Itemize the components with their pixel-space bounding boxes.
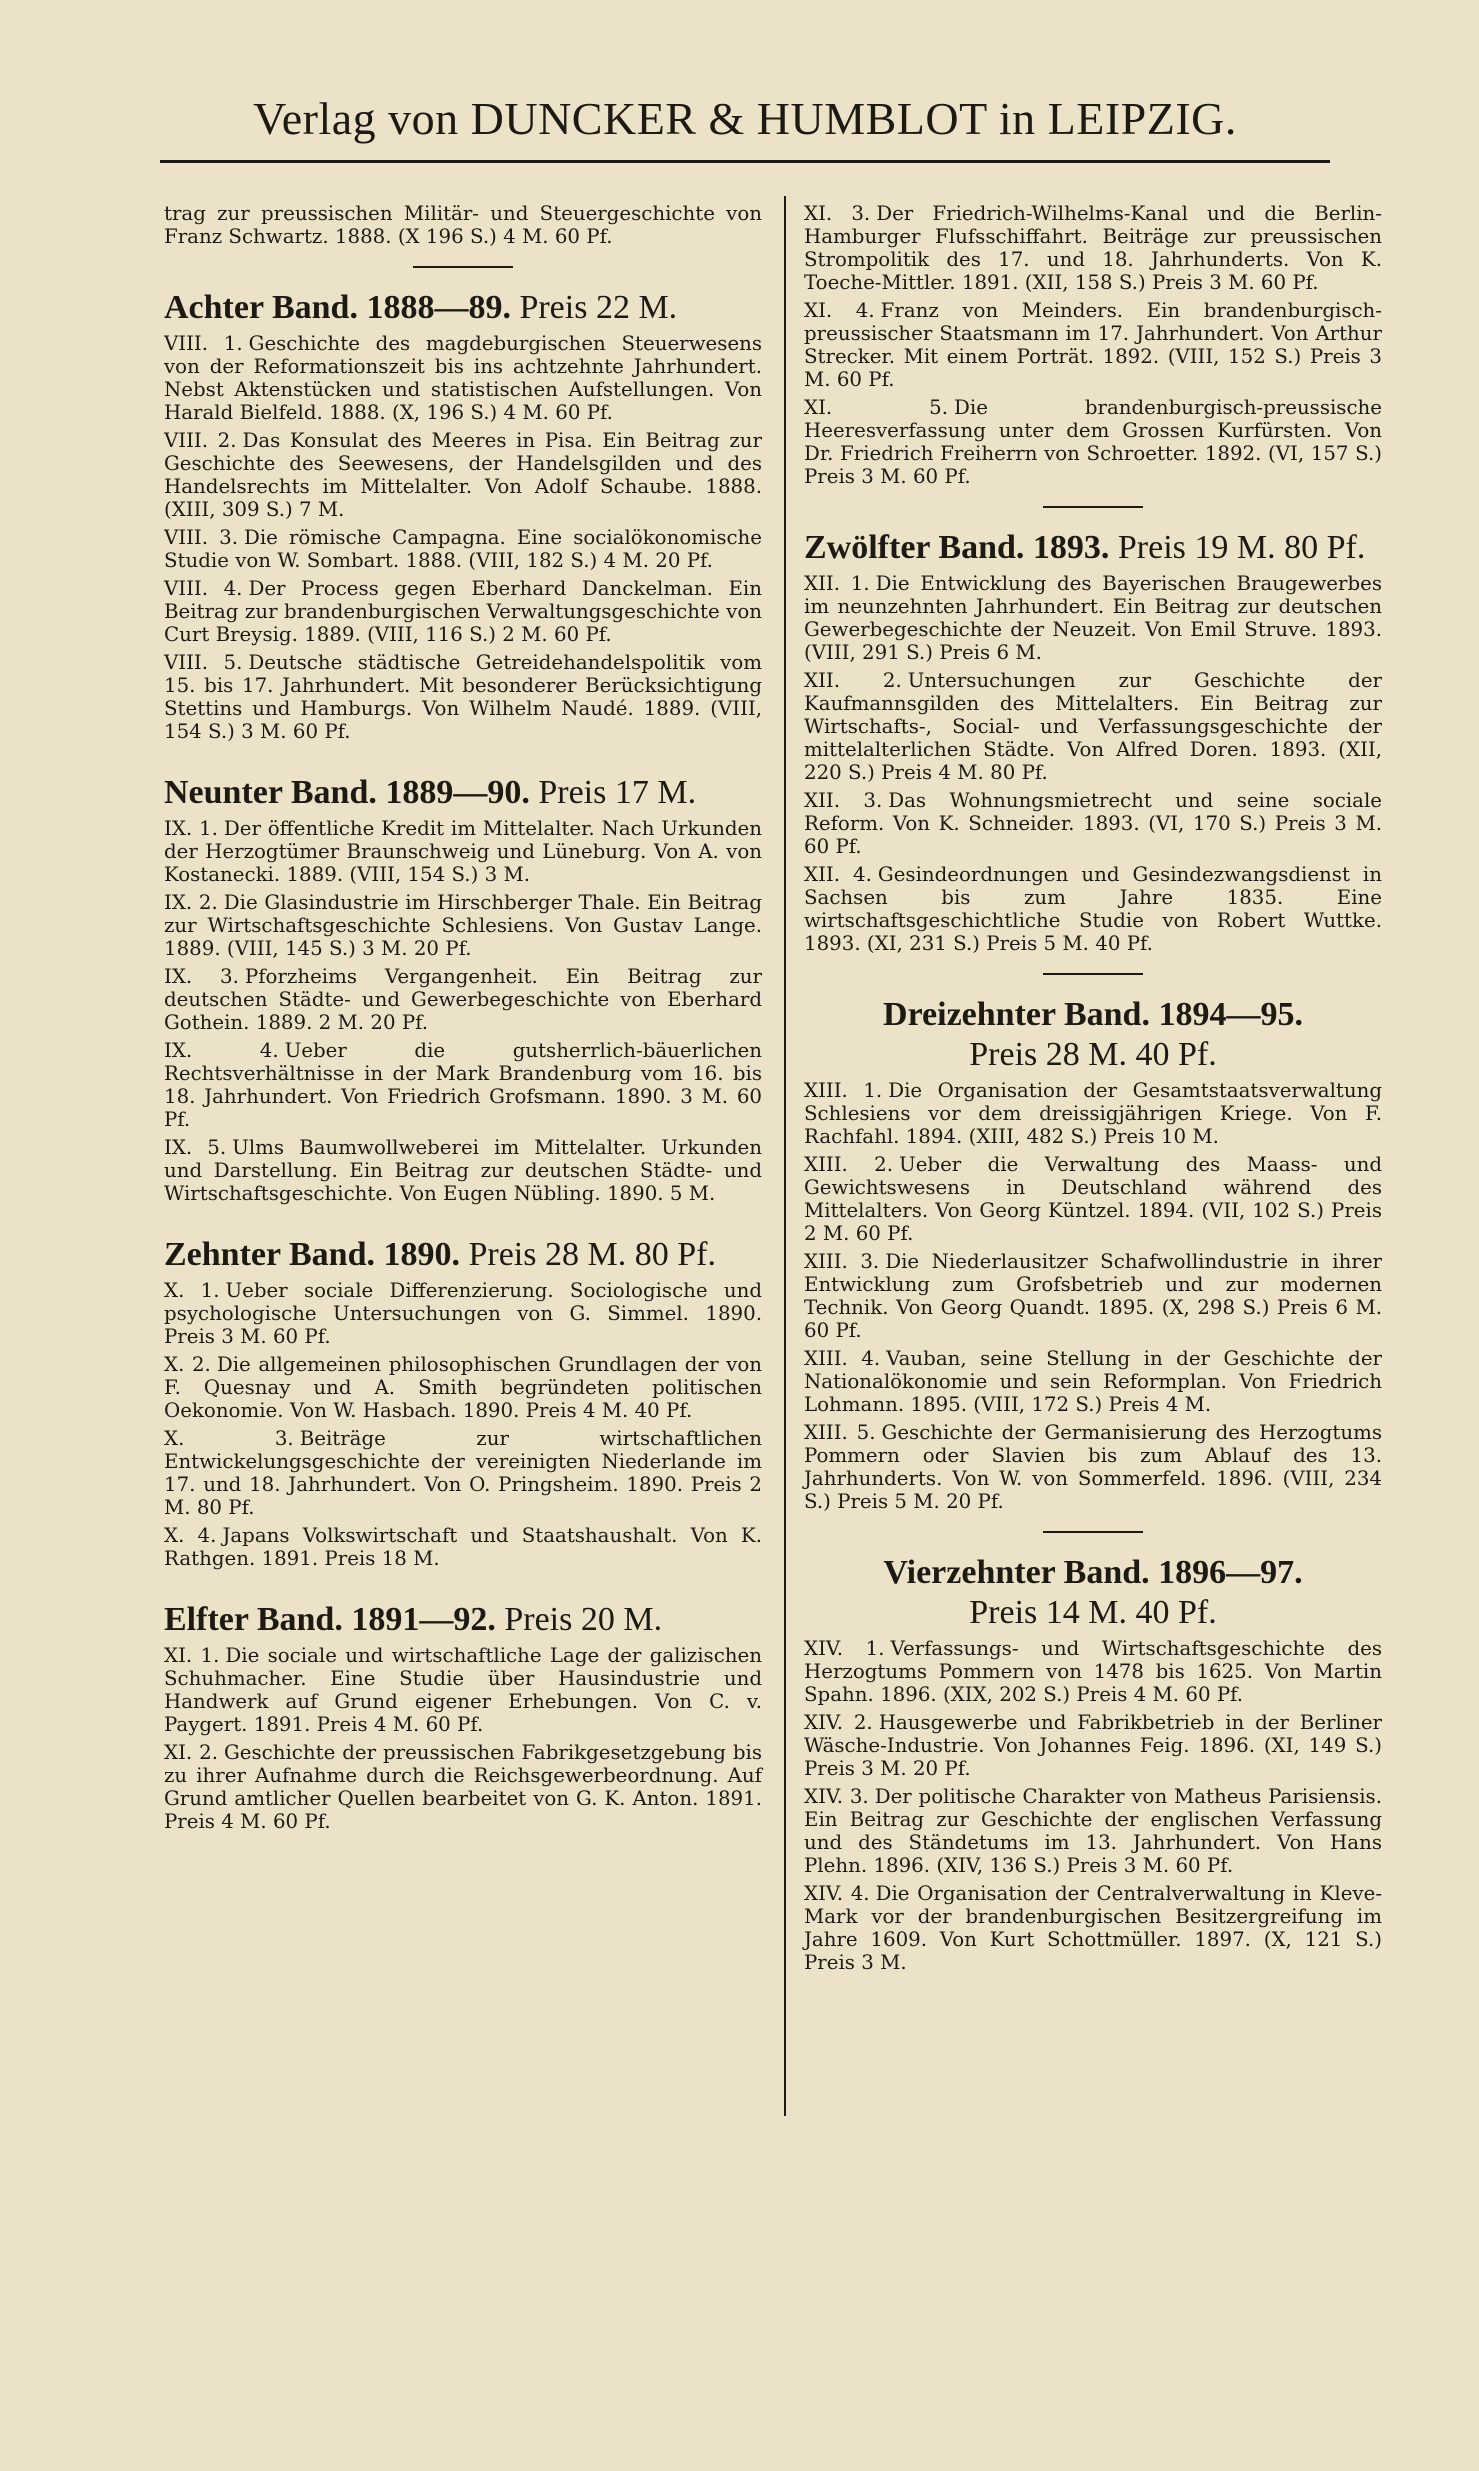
entry-number: XI. 3. bbox=[804, 202, 871, 225]
catalog-entry bbox=[804, 1785, 1382, 1877]
catalog-entry bbox=[164, 1136, 762, 1205]
entry-text: Das Wohnungsmietrecht und seine sociale Reform. Von K. Schneider. 1893. (VI, 170 S.) Preis 3 M. 60 Pf. bbox=[804, 789, 1382, 858]
entry-text: Der öffentliche Kredit im Mittelalter. Nach Urkunden der Herzogtümer Braunschweig und Lüneburg. Von A. von Kostanecki. 1889. (VIII, 154 S.) 3 M. bbox=[164, 817, 762, 886]
band-heading bbox=[804, 1553, 1382, 1633]
entry-text: Deutsche städtische Getreidehandelspolitik vom 15. bis 17. Jahrhundert. Mit besonderer Berücksichtigung Stettins und Hamburgs. Von Wilhelm Naudé. 1889. (VIII, 154 S.) 3 M. 60 Pf. bbox=[164, 651, 762, 743]
catalog-entry bbox=[804, 299, 1382, 391]
column-divider bbox=[784, 196, 786, 2116]
catalog-entry bbox=[804, 1882, 1382, 1974]
entry-text: Der Process gegen Eberhard Danckelman. Ein Beitrag zur brandenburgischen Verwaltungsgeschichte von Curt Breysig. 1889. (VIII, 116 S.) 2 M. 60 Pf. bbox=[164, 577, 762, 646]
entry-number: XI. 1. bbox=[164, 1644, 220, 1667]
entry-number: IX. 4. bbox=[164, 1039, 279, 1062]
catalog-entry bbox=[804, 1637, 1382, 1706]
entry-text: Die Organisation der Gesamtstaatsverwaltung Schlesiens vor dem dreissigjährigen Kriege. Von F. Rachfahl. 1894. (XIII, 482 S.) Preis 10 M. bbox=[804, 1079, 1382, 1148]
catalog-entry bbox=[804, 669, 1382, 784]
entry-text: Franz von Meinders. Ein brandenburgisch-preussischer Staatsmann im 17. Jahrhundert. Von Arthur Strecker. Mit einem Porträt. 1892. (VIII, 152 S.) Preis 3 M. 60 Pf. bbox=[804, 299, 1382, 391]
band-years: 1894—95. bbox=[1158, 996, 1303, 1033]
entry-number: XI. 5. bbox=[804, 396, 949, 419]
catalog-entry bbox=[164, 202, 762, 248]
catalog-entry bbox=[164, 1353, 762, 1422]
band-price: Preis 20 M. bbox=[504, 1601, 663, 1638]
entry-text: Die Organisation der Centralverwaltung in Kleve-Mark vor der brandenburgischen Besitzergreifung im Jahre 1609. Von Kurt Schottmüller. 1897. (X, 121 S.) Preis 3 M. bbox=[804, 1882, 1382, 1974]
band-price: Preis 14 M. 40 Pf. bbox=[969, 1594, 1217, 1631]
entry-number: XIV. 1. bbox=[804, 1637, 885, 1660]
section-rule bbox=[413, 266, 513, 268]
band-heading bbox=[164, 1235, 762, 1275]
entry-number: XIII. 2. bbox=[804, 1153, 894, 1176]
entry-text: Hausgewerbe und Fabrikbetrieb in der Berliner Wäsche-Industrie. Von Johannes Feig. 1896. (XI, 149 S.) Preis 3 M. 20 Pf. bbox=[804, 1711, 1383, 1780]
catalog-entry bbox=[804, 789, 1382, 858]
band-price: Preis 28 M. 80 Pf. bbox=[468, 1236, 716, 1273]
catalog-entry bbox=[164, 526, 762, 572]
entry-text: Ueber die gutsherrlich-bäuerlichen Rechtsverhältnisse in der Mark Brandenburg vom 16. bis 18. Jahrhundert. Von Friedrich Grofsmann. 1890. 3 M. 60 Pf. bbox=[164, 1039, 762, 1131]
entry-number: XI. 2. bbox=[164, 1741, 218, 1764]
catalog-entry bbox=[804, 1421, 1382, 1513]
band-title: Achter Band. bbox=[164, 289, 358, 326]
band-price: Preis 28 M. 40 Pf. bbox=[969, 1036, 1217, 1073]
entry-text: Gesindeordnungen und Gesindezwangsdienst in Sachsen bis zum Jahre 1835. Eine wirtschaftsgeschichtliche Studie von Robert Wuttke. 1893. (XI, 231 S.) Preis 5 M. 40 Pf. bbox=[804, 863, 1382, 955]
entry-text: Ueber die Verwaltung des Maass- und Gewichtswesens in Deutschland während des Mittelalters. Von Georg Küntzel. 1894. (VII, 102 S.) Preis 2 M. 60 Pf. bbox=[804, 1153, 1382, 1245]
catalog-entry bbox=[164, 1524, 762, 1570]
catalog-entry bbox=[804, 1153, 1382, 1245]
section-rule bbox=[1043, 1531, 1143, 1533]
band-heading bbox=[164, 288, 762, 328]
catalog-entry bbox=[804, 863, 1382, 955]
entry-number: IX. 5. bbox=[164, 1136, 227, 1159]
band-years: 1888—89. bbox=[366, 289, 511, 326]
catalog-entry bbox=[804, 396, 1382, 488]
entry-text: Der politische Charakter von Matheus Parisiensis. Ein Beitrag zur Geschichte der englischen Verfassung und des Ständetums im 13. Jahrhundert. Von Hans Plehn. 1896. (XIV, 136 S.) Preis 3 M. 60 Pf. bbox=[804, 1785, 1382, 1877]
band-years: 1896—97. bbox=[1158, 1554, 1303, 1591]
catalog-entry bbox=[804, 1347, 1382, 1416]
page-header: Verlag von DUNCKER & HUMBLOT in LEIPZIG. bbox=[253, 93, 1237, 144]
catalog-entry bbox=[804, 202, 1382, 294]
band-years: 1891—92. bbox=[351, 1601, 496, 1638]
entry-number: IX. 1. bbox=[164, 817, 218, 840]
entry-text: Der Friedrich-Wilhelms-Kanal und die Berlin-Hamburger Flufsschiffahrt. Beiträge zur preussischen Strompolitik des 17. und 18. Jahrhunderts. Von K. Toeche-Mittler. 1891. (XII, 158 S.) Preis 3 M. 60 Pf. bbox=[804, 202, 1382, 294]
band-heading bbox=[164, 1600, 762, 1640]
band-heading bbox=[804, 528, 1382, 568]
band-heading bbox=[804, 995, 1382, 1075]
section-rule bbox=[1043, 973, 1143, 975]
entry-number: VIII. 1. bbox=[164, 332, 243, 355]
entry-text: Ueber sociale Differenzierung. Sociologische und psychologische Untersuchungen von G. Simmel. 1890. Preis 3 M. 60 Pf. bbox=[164, 1279, 762, 1348]
entry-text: Die Glasindustrie im Hirschberger Thale. Ein Beitrag zur Wirtschaftsgeschichte Schlesiens. Von Gustav Lange. 1889. (VIII, 145 S.) 3 M. 20 Pf. bbox=[164, 891, 762, 960]
catalog-entry bbox=[164, 651, 762, 743]
catalog-entry bbox=[164, 429, 762, 521]
entry-text: Die römische Campagna. Eine socialökonomische Studie von W. Sombart. 1888. (VIII, 182 S.) 4 M. 20 Pf. bbox=[164, 526, 762, 572]
catalog-entry bbox=[804, 572, 1382, 664]
band-title: Zwölfter Band. bbox=[804, 529, 1025, 566]
entry-number: X. 4. bbox=[164, 1524, 217, 1547]
catalog-entry bbox=[164, 1279, 762, 1348]
entry-text: Die allgemeinen philosophischen Grundlagen der von F. Quesnay und A. Smith begründeten politischen Oekonomie. Von W. Hasbach. 1890. Preis 4 M. 40 Pf. bbox=[164, 1353, 762, 1422]
entry-number: VIII. 5. bbox=[164, 651, 243, 674]
entry-number: VIII. 4. bbox=[164, 577, 243, 600]
entry-text: Verfassungs- und Wirtschaftsgeschichte des Herzogtums Pommern von 1478 bis 1625. Von Martin Spahn. 1896. (XIX, 202 S.) Preis 4 M. 60 Pf. bbox=[804, 1637, 1382, 1706]
catalog-entry bbox=[804, 1250, 1382, 1342]
catalog-entry bbox=[164, 965, 762, 1034]
catalog-entry bbox=[164, 891, 762, 960]
band-heading bbox=[164, 773, 762, 813]
catalog-entry bbox=[804, 1711, 1382, 1780]
catalog-entry bbox=[164, 1644, 762, 1736]
entry-number: XIV. 2. bbox=[804, 1711, 873, 1734]
entry-text: Die Entwicklung des Bayerischen Braugewerbes im neunzehnten Jahrhundert. Ein Beitrag zur deutschen Gewerbegeschichte der Neuzeit. Von Emil Struve. 1893. (VIII, 291 S.) Preis 6 M. bbox=[804, 572, 1382, 664]
band-title: Vierzehnter Band. bbox=[883, 1554, 1150, 1591]
entry-text: Vauban, seine Stellung in der Geschichte der Nationalökonomie und sein Reformplan. Von Friedrich Lohmann. 1895. (VIII, 172 S.) Preis 4 M. bbox=[804, 1347, 1383, 1416]
entry-text: Die Niederlausitzer Schafwollindustrie in ihrer Entwicklung zum Grofsbetrieb und zur modernen Technik. Von Georg Quandt. 1895. (X, 298 S.) Preis 6 M. 60 Pf. bbox=[804, 1250, 1382, 1342]
entry-number: XIII. 1. bbox=[804, 1079, 883, 1102]
entry-number: XIII. 5. bbox=[804, 1421, 876, 1444]
entry-number: VIII. 2. bbox=[164, 429, 237, 452]
entry-number: XIII. 4. bbox=[804, 1347, 881, 1370]
catalog-entry bbox=[164, 332, 762, 424]
entry-number: X. 1. bbox=[164, 1279, 220, 1302]
entry-number: XIV. 4. bbox=[804, 1882, 870, 1905]
right-column bbox=[804, 202, 1382, 1979]
entry-text: Geschichte des magdeburgischen Steuerwesens von der Reformationszeit bis ins achtzehnte Jahrhundert. Nebst Aktenstücken und statistischen Aufstellungen. Von Harald Bielfeld. 1888. (X, 196 S.) 4 M. 60 Pf. bbox=[164, 332, 762, 424]
entry-text: Die sociale und wirtschaftliche Lage der galizischen Schuhmacher. Eine Studie über Hausindustrie und Handwerk auf Grund eigener Erhebungen. Von C. v. Paygert. 1891. Preis 4 M. 60 Pf. bbox=[164, 1644, 762, 1736]
band-price: Preis 22 M. bbox=[519, 289, 678, 326]
band-price: Preis 17 M. bbox=[538, 774, 697, 811]
entry-number: XII. 3. bbox=[804, 789, 883, 812]
catalog-entry bbox=[164, 1741, 762, 1833]
entry-number: X. 3. bbox=[164, 1427, 294, 1450]
band-title: Neunter Band. bbox=[164, 774, 377, 811]
catalog-entry bbox=[164, 817, 762, 886]
band-title: Zehnter Band. bbox=[164, 1236, 375, 1273]
section-rule bbox=[1043, 506, 1143, 508]
entry-text: Geschichte der Germanisierung des Herzogtums Pommern oder Slavien bis zum Ablauf des 13. Jahrhunderts. Von W. von Sommerfeld. 1896. (VIII, 234 S.) Preis 5 M. 20 Pf. bbox=[804, 1421, 1382, 1513]
entry-number: IX. 2. bbox=[164, 891, 218, 914]
entry-number: XII. 1. bbox=[804, 572, 870, 595]
entry-number: XIV. 3. bbox=[804, 1785, 869, 1808]
entry-number: IX. 3. bbox=[164, 965, 239, 988]
entry-text: Das Konsulat des Meeres in Pisa. Ein Beitrag zur Geschichte des Seewesens, der Handelsgilden und des Handelsrechts im Mittelalter. Von Adolf Schaube. 1888. (XIII, 309 S.) 7 M. bbox=[164, 429, 762, 521]
entry-number: XII. 4. bbox=[804, 863, 872, 886]
header-rule bbox=[160, 160, 1330, 163]
entry-number: X. 2. bbox=[164, 1353, 211, 1376]
band-title: Elfter Band. bbox=[164, 1601, 343, 1638]
band-years: 1889—90. bbox=[385, 774, 530, 811]
entry-number: XIII. 3. bbox=[804, 1250, 880, 1273]
left-column bbox=[164, 202, 762, 1838]
entry-text: Pforzheims Vergangenheit. Ein Beitrag zur deutschen Städte- und Gewerbegeschichte von Eberhard Gothein. 1889. 2 M. 20 Pf. bbox=[164, 965, 762, 1034]
entry-text: Die brandenburgisch-preussische Heeresverfassung unter dem Grossen Kurfürsten. Von Dr. Friedrich Freiherrn von Schroetter. 1892. (VI, 157 S.) Preis 3 M. 60 Pf. bbox=[804, 396, 1382, 488]
band-price: Preis 19 M. 80 Pf. bbox=[1117, 529, 1366, 566]
catalog-entry bbox=[164, 577, 762, 646]
catalog-entry bbox=[804, 1079, 1382, 1148]
catalog-entry bbox=[164, 1039, 762, 1131]
entry-text: Untersuchungen zur Geschichte der Kaufmannsgilden des Mittelalters. Ein Beitrag zur Wirtschafts-, Social- und Verfassungsgeschichte der mittelalterlichen Städte. Von Alfred Doren. 1893. (XII, 220 S.) Preis 4 M. 80 Pf. bbox=[804, 669, 1382, 784]
band-years: 1893. bbox=[1032, 529, 1110, 566]
entry-text: Ulms Baumwollweberei im Mittelalter. Urkunden und Darstellung. Ein Beitrag zur deutschen Städte- und Wirtschaftsgeschichte. Von Eugen Nübling. 1890. 5 M. bbox=[164, 1136, 762, 1205]
entry-text: Geschichte der preussischen Fabrikgesetzgebung bis zu ihrer Aufnahme durch die Reichsgewerbeordnung. Auf Grund amtlicher Quellen bearbeitet von G. K. Anton. 1891. Preis 4 M. 60 Pf. bbox=[164, 1741, 762, 1833]
entry-number: XI. 4. bbox=[804, 299, 875, 322]
entry-number: VIII. 3. bbox=[164, 526, 238, 549]
band-years: 1890. bbox=[383, 1236, 460, 1273]
catalog-entry bbox=[164, 1427, 762, 1519]
entry-text: trag zur preussischen Militär- und Steuergeschichte von Franz Schwartz. 1888. (X 196 S.) 4 M. 60 Pf. bbox=[164, 202, 762, 248]
entry-number: XII. 2. bbox=[804, 669, 902, 692]
entry-text: Japans Volkswirtschaft und Staatshaushalt. Von K. Rathgen. 1891. Preis 18 M. bbox=[164, 1524, 762, 1570]
entry-text: Beiträge zur wirtschaftlichen Entwickelungsgeschichte der vereinigten Niederlande im 17. und 18. Jahrhundert. Von O. Pringsheim. 1890. Preis 2 M. 80 Pf. bbox=[164, 1427, 762, 1519]
band-title: Dreizehnter Band. bbox=[883, 996, 1150, 1033]
